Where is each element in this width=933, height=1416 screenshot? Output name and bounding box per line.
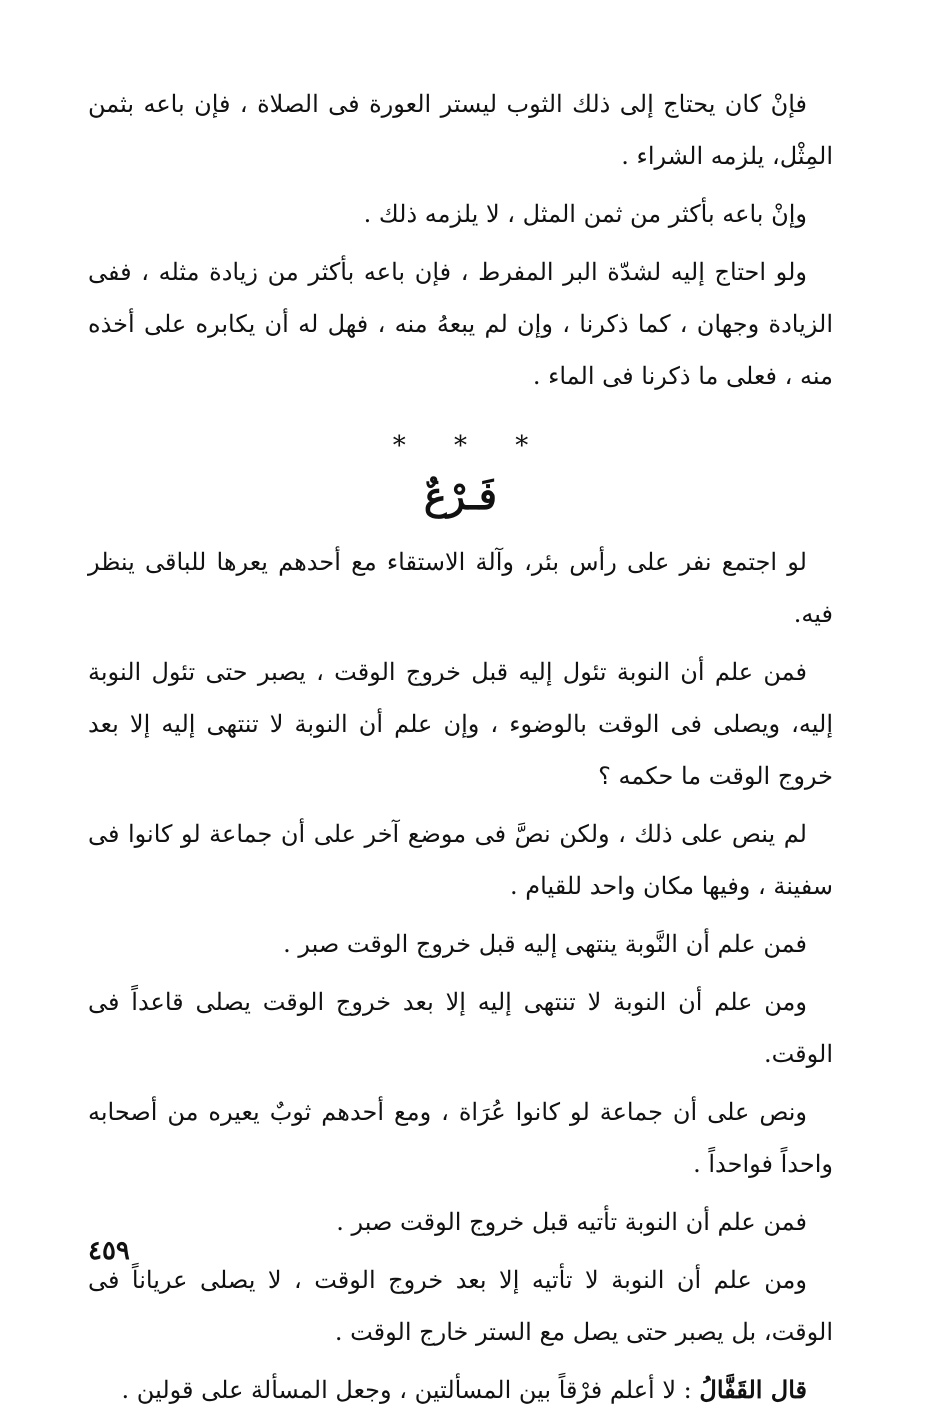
section-heading: فَـرْعٌ	[424, 473, 497, 518]
paragraph: وإنْ باعه بأكثر من ثمن المثل ، لا يلزمه ذلك .	[363, 200, 807, 228]
text-block-bottom	[88, 536, 833, 1416]
speaker-name: قال القَفَّالُ	[699, 1375, 807, 1404]
paragraph: فإنْ كان يحتاج إلى ذلك الثوب ليستر العورة فى الصلاة ، فإن باعه بثمن المِثْل، يلزمه الشراء .	[88, 90, 833, 170]
closing-text: : لا أعلم فرْقاً بين المسألتين ، وجعل المسألة على قولين .	[121, 1376, 692, 1404]
paragraph: فمن علم أن النوبة تئول إليه قبل خروج الوقت ، يصبر حتى تئول النوبة إليه، ويصلى فى الوقت بالوضوء ، وإن علم أن النوبة لا تنتهى إليه إلا بعد خروج الوقت ما حكمه ؟	[88, 658, 833, 790]
paragraph: ومن علم أن النوبة لا تنتهى إليه إلا بعد خروج الوقت يصلى قاعداً فى الوقت.	[88, 988, 833, 1068]
paragraph: ومن علم أن النوبة لا تأتيه إلا بعد خروج الوقت ، لا يصلى عرياناً فى الوقت، بل يصبر حتى يصل مع الستر خارج الوقت .	[88, 1266, 833, 1346]
section-separator: * * *	[392, 431, 529, 461]
paragraph: لم ينص على ذلك ، ولكن نصَّ فى موضع آخر على أن جماعة لو كانوا فى سفينة ، وفيها مكان واحد للقيام .	[88, 820, 833, 900]
paragraph: لو اجتمع نفر على رأس بئر، وآلة الاستقاء مع أحدهم يعرها للباقى ينظر فيه.	[88, 548, 833, 628]
paragraph: فمن علم أن النَّوبة ينتهى إليه قبل خروج الوقت صبر .	[283, 930, 807, 958]
closing-paragraph	[88, 1364, 833, 1416]
text-block-top	[88, 78, 833, 402]
paragraph: ونص على أن جماعة لو كانوا عُرَاة ، ومع أحدهم ثوبٌ يعيره من أصحابه واحداً فواحداً .	[88, 1098, 833, 1178]
paragraph: فمن علم أن النوبة تأتيه قبل خروج الوقت صبر .	[336, 1208, 807, 1236]
page-number: ٤٥٩	[88, 1236, 130, 1266]
paragraph: ولو احتاج إليه لشدّة البر المفرط ، فإن باعه بأكثر من زيادة مثله ، ففى الزيادة وجهان ، كما ذكرنا ، وإن لم يبعهُ منه ، فهل له أن يكابره على أخذه منه ، فعلى ما ذكرنا فى الماء .	[88, 258, 833, 390]
